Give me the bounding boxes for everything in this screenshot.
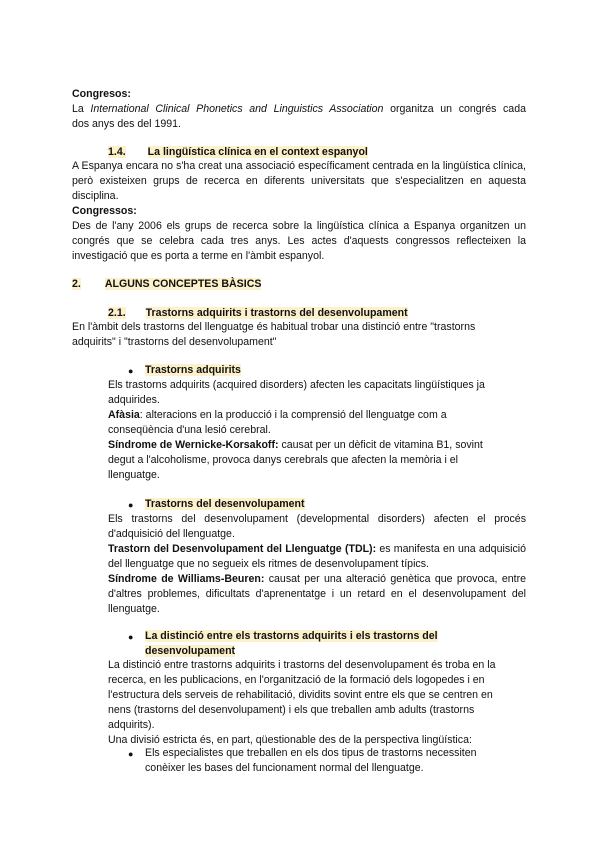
section-2-1-heading: 2.1. Trastorns adquirits i trastorns del desenvolupament <box>108 307 408 319</box>
bullet-distincio-heading-line2: desenvolupament <box>145 645 236 657</box>
association-name: International Clinical Phonetics and Linguistics Association <box>90 103 384 115</box>
distincio-body <box>108 658 514 748</box>
sub-bullet-especialistes: Els especialistes que treballen en els dos tipus de trastorns necessiten conèixer les bases del funcionament normal del llenguatge. <box>145 747 477 774</box>
trastorns-desenvolupament-paragraph: Els trastorns del desenvolupament (developmental disorders) afecten el procés d'adquisició del llenguatge. <box>108 513 526 540</box>
bullet-icon: ● <box>128 500 134 510</box>
afasia-definition: Afàsia: alteracions en la producció i la comprensió del llenguatge com a conseqüència d'una lesió cerebral. <box>108 409 447 436</box>
wernicke-korsakoff-definition: Síndrome de Wernicke-Korsakoff: causat per un dèficit de vitamina B1, sovint degut a l'alcoholisme, provoca danys cerebrals que afecten la memòria i el llenguatge. <box>108 439 483 481</box>
trastorns-adquirits-body <box>108 378 506 483</box>
congresos-line2: dos anys des del 1991. <box>72 118 181 130</box>
bullet-trastorns-adquirits-heading: Trastorns adquirits <box>145 364 241 376</box>
bullet-icon: ● <box>128 749 134 759</box>
tdl-definition: Trastorn del Desenvolupament del Llenguatge (TDL): es manifesta en una adquisició del llenguatge que no segueix els ritmes de desenvolupament típics. <box>108 543 527 570</box>
section-1-4-body <box>72 159 526 264</box>
section-1-4-paragraph: A Espanya encara no s'ha creat una associació específicament centrada en la lingüística clínica, però existeixen grups de recerca en diferents universitats que s'especialitzen en aquesta disciplina. <box>72 160 526 202</box>
trastorns-adquirits-paragraph: Els trastorns adquirits (acquired disorders) afecten les capacitats lingüístiques ja adquirides. <box>108 379 485 406</box>
section-2-1-intro: En l'àmbit dels trastorns del llenguatge és habitual trobar una distinció entre "trastorns adquirits" i "trastorns del desenvolupament" <box>72 321 476 348</box>
congresos-block <box>72 87 526 132</box>
congressos-label: Congressos: <box>72 205 137 217</box>
section-1-4-title: La lingüística clínica en el context espanyol <box>147 146 368 158</box>
section-1-4-heading: 1.4. La lingüística clínica en el context espanyol <box>108 146 368 158</box>
section-2-heading: 2. ALGUNS CONCEPTES BÀSICS <box>72 278 262 290</box>
bullet-distincio-heading-line1: La distinció entre els trastorns adquirits i els trastorns del <box>145 630 438 642</box>
congressos-paragraph: Des de l'any 2006 els grups de recerca sobre la lingüística clínica a Espanya organitzen un congrés que se celebra cada tres anys. Les actes d'aquests congressos reflecteixen la investigació que es porta a terme en l'àmbit espanyol. <box>72 220 526 262</box>
divisio-paragraph: Una divisió estricta és, en part, qüestionable des de la perspectiva lingüística: <box>108 734 472 746</box>
trastorns-desenvolupament-body <box>108 512 526 617</box>
congresos-label: Congresos: <box>72 88 131 100</box>
section-2-1-title: Trastorns adquirits i trastorns del desenvolupament <box>145 307 408 319</box>
bullet-icon: ● <box>128 366 134 376</box>
congresos-line1: La International Clinical Phonetics and Linguistics Association organitza un congrés cada <box>72 103 526 115</box>
williams-beuren-definition: Síndrome de Williams-Beuren: causat per una alteració genètica que provoca, entre d'altres problemes, dificultats d'aprenentatge i un retard en el desenvolupament del llenguatge. <box>108 573 526 615</box>
bullet-trastorns-desenvolupament-heading: Trastorns del desenvolupament <box>145 498 305 510</box>
distincio-paragraph: La distinció entre trastorns adquirits i trastorns del desenvolupament és troba en la recerca, en les publicacions, en l'organització de la formació dels logopedes i en l'estructura dels serveis de rehabilitació, dividits sovint entre els que se centren en nens (trastorns del desenvolupament) i els que treballen amb adults (trastorns adquirits). <box>108 659 496 731</box>
section-2-title: ALGUNS CONCEPTES BÀSICS <box>104 278 262 290</box>
bullet-icon: ● <box>128 632 134 642</box>
